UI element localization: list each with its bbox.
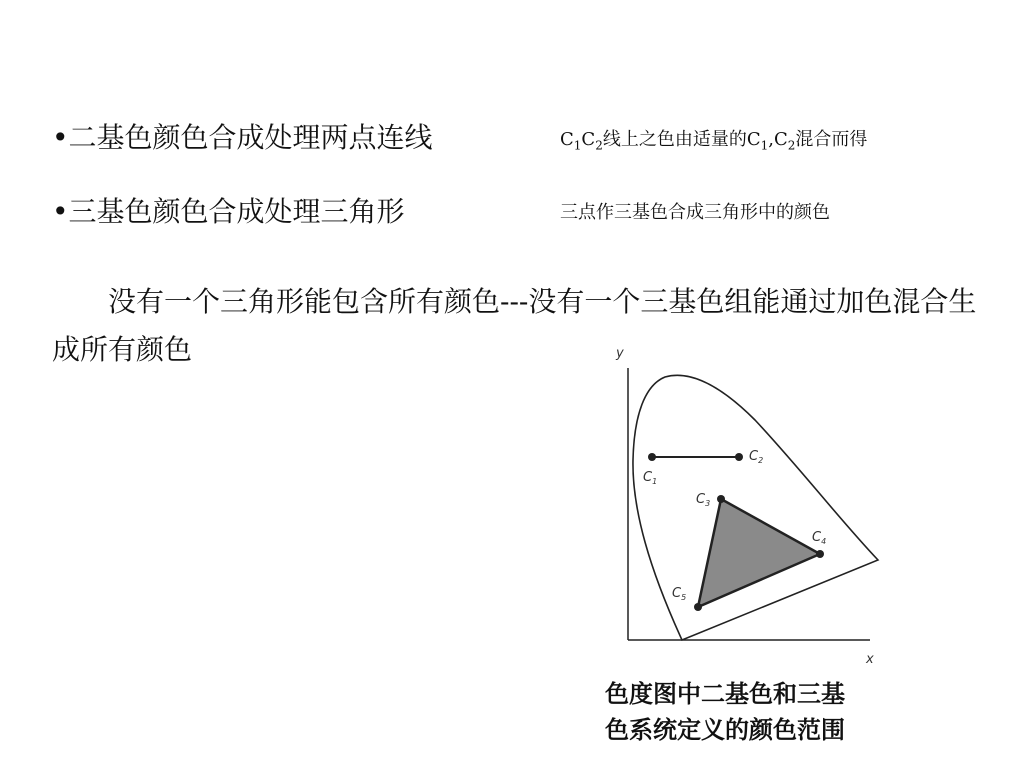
figure-caption — [565, 676, 885, 748]
point-c2 — [735, 453, 743, 461]
bullet-two-primaries — [52, 120, 433, 156]
label-c4: $C_4$ — [812, 530, 827, 546]
bullet-text: 二基色颜色合成处理两点连线 — [68, 121, 433, 154]
bullet-marker: • — [52, 121, 69, 154]
note-two-primaries: $C_1C_2$线上之色由适量的$C_1,C_2$混合而得 — [560, 129, 868, 153]
label-c1: $C_1$ — [643, 470, 658, 486]
chromaticity-diagram — [600, 338, 900, 673]
bullet-three-primaries — [52, 194, 405, 230]
note-three-primaries: 三点作三基色合成三角形中的颜色 — [560, 202, 830, 223]
spectral-locus — [633, 375, 878, 640]
bullet-text: 三基色颜色合成处理三角形 — [68, 195, 405, 228]
label-c5: $C_5$ — [672, 586, 687, 602]
label-c3: $C_3$ — [696, 492, 711, 508]
label-c2: $C_2$ — [749, 449, 764, 465]
point-c1 — [648, 453, 656, 461]
point-c4 — [816, 550, 824, 558]
caption-line-1: 色度图中二基色和三基 — [605, 680, 845, 708]
y-axis-label: y — [616, 346, 624, 361]
point-c5 — [694, 603, 702, 611]
point-c3 — [717, 495, 725, 503]
caption-line-2: 色系统定义的颜色范围 — [605, 716, 845, 744]
main-paragraph: 没有一个三角形能包含所有颜色---没有一个三基色组能通过加色混合生成所有颜色 — [52, 285, 977, 366]
x-axis-label: x — [866, 652, 874, 667]
bullet-marker: • — [52, 195, 69, 228]
